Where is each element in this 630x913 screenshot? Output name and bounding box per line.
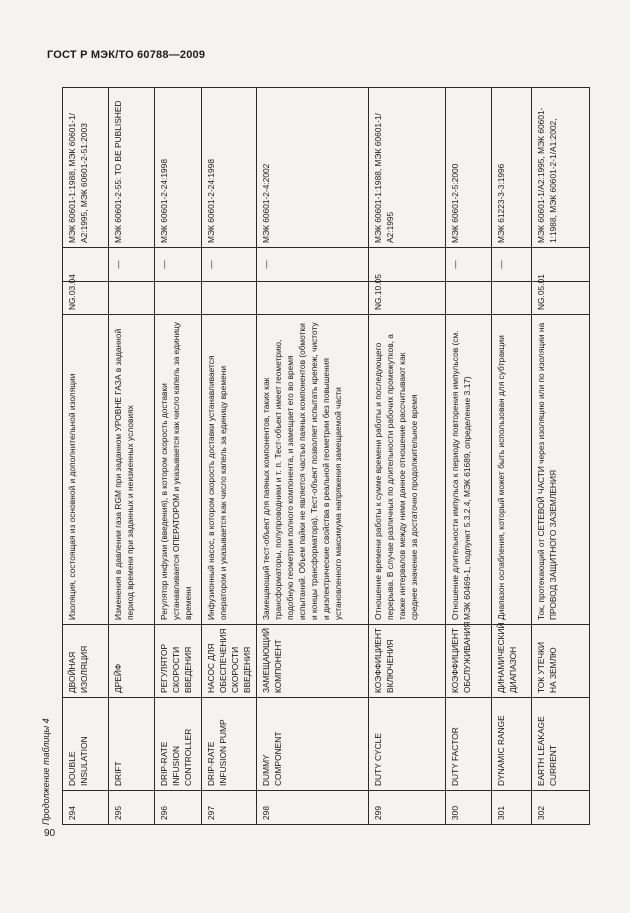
term-english: DOUBLE INSULATION (63, 698, 109, 791)
term-english: DYNAMIC RANGE (492, 698, 532, 791)
table-row (202, 88, 257, 825)
term-english: DRIP-RATE INFUSION CONTROLLER (155, 698, 202, 791)
term-code (492, 282, 532, 315)
table-row (109, 88, 155, 825)
term-number: 301 (492, 791, 532, 825)
term-reference: МЭК 60601-1/А2:1995, МЭК 60601-1:1988, МЭК 60601-2-1/А1:2002, (532, 88, 590, 248)
term-code: NG.03.04 (63, 282, 109, 315)
term-russian: ТОК УТЕЧКИ НА ЗЕМЛЮ (532, 625, 590, 698)
term-definition: Отношение длительности импульса к периоду повторения импульсов (см. МЭК 60469-1, подпункт 5.3.2.4, МЭК 61689, определение 3.17) (446, 315, 492, 625)
term-code (257, 282, 369, 315)
table-row (446, 88, 492, 825)
term-number: 302 (532, 791, 590, 825)
table-row (369, 88, 446, 825)
term-code: NG.05.01 (532, 282, 590, 315)
term-russian: ЗАМЕЩАЮЩИЙ КОМПОНЕНТ (257, 625, 369, 698)
term-reference: МЭК 60601-1:1988, МЭК 60601-1/А2:1995, МЭК 60601-2-51:2003 (63, 88, 109, 248)
term-code (446, 282, 492, 315)
term-russian: ДИНАМИЧЕСКИЙ ДИАПАЗОН (492, 625, 532, 698)
term-dash: — (109, 248, 155, 282)
term-russian: КОЭФФИЦИЕНТ ОБСЛУЖИВАНИЯ (446, 625, 492, 698)
term-russian: ДРЕЙФ (109, 625, 155, 698)
term-code (202, 282, 257, 315)
term-english: DRIFT (109, 698, 155, 791)
term-number: 294 (63, 791, 109, 825)
term-number: 300 (446, 791, 492, 825)
term-dash: — (492, 248, 532, 282)
page-header: ГОСТ Р МЭК/ТО 60788—2009 (47, 49, 206, 61)
term-number: 296 (155, 791, 202, 825)
term-dash: — (446, 248, 492, 282)
term-dash: — (202, 248, 257, 282)
term-reference: МЭК 60601-2-5:2000 (446, 88, 492, 248)
term-definition: Диапазон ослабления, который может быть использован для субтракции (492, 315, 532, 625)
term-reference: МЭК 60601-2-24:1998 (155, 88, 202, 248)
term-russian: РЕГУЛЯТОР СКОРОСТИ ВВЕДЕНИЯ (155, 625, 202, 698)
term-reference: МЭК 60601-2-4:2002 (257, 88, 369, 248)
term-number: 298 (257, 791, 369, 825)
term-russian: КОЭФФИЦИЕНТ ВКЛЮЧЕНИЯ (369, 625, 446, 698)
terms-table (62, 87, 590, 825)
term-english: DUTY CYCLE (369, 698, 446, 791)
term-number: 295 (109, 791, 155, 825)
term-reference: МЭК 60601-2-24:1998 (202, 88, 257, 248)
term-english: DRIP-RATE INFUSION PUMP (202, 698, 257, 791)
term-definition: Отношение времени работы к сумме времени работы и последующего перерыва. В случае различных по длительности рабочих промежутков, а также интервалов между ними данное отношение рассчитывают как среднее значение за достаточно продолжительное время (369, 315, 446, 625)
term-number: 297 (202, 791, 257, 825)
term-definition: Изменения в давлении газа RGM при заданном УРОВНЕ ГАЗА в заданной период времени при заданных и неизменных условиях (109, 315, 155, 625)
term-code: NG.10.05 (369, 282, 446, 315)
term-russian: НАСОС ДЛЯ ОБЕСПЕЧЕНИЯ СКОРОСТИ ВВЕДЕНИЯ (202, 625, 257, 698)
term-reference: МЭК 60601-2-55: TO BE PUBLISHED (109, 88, 155, 248)
term-english: DUTY FACTOR (446, 698, 492, 791)
table-body (63, 88, 590, 825)
term-dash: — (155, 248, 202, 282)
table-row (532, 88, 590, 825)
term-english: DUMMY COMPONENT (257, 698, 369, 791)
table-row (63, 88, 109, 825)
term-definition: Изоляция, состоящая из основной и дополнительной изоляции (63, 315, 109, 625)
term-definition: Ток, протекающий от СЕТЕВОЙ ЧАСТИ через изоляцию или по изоляции на ПРОВОД ЗАЩИТНОГО ЗАЗЕМЛЕНИЯ (532, 315, 590, 625)
term-definition: Замещающий тест-объект для паяных компонентов, таких как трансформаторы, полупроводники и т. п. Тест-объект имеет геометрию, подобную геометрии полного компонента, и замещает его во время испытаний. Объем пайки не является частью паяных компонентов (обмотки и концы трансформатора). Тест-объект позволяет испытать крепеж, чистоту и диэлектрические свойства в реальной геометрии без повышения установленного максимума напряжения замещаемой части (257, 315, 369, 625)
term-number: 299 (369, 791, 446, 825)
term-reference: МЭК 60601-1:1988, МЭК 60601-1/А2:1995 (369, 88, 446, 248)
term-definition: Регулятор инфузии (введения), в котором скорость доставки устанавливается ОПЕРАТОРОМ и указывается как число капель за единицу времени (155, 315, 202, 625)
term-dash: — (257, 248, 369, 282)
rotated-table-container (62, 88, 581, 825)
table-row (257, 88, 369, 825)
term-definition: Инфузионный насос, в котором скорость доставки устанавливается оператором и указывается как число капель за единицу времени (202, 315, 257, 625)
term-reference: МЭК 61223-3-3:1996 (492, 88, 532, 248)
table-caption: Продолжение таблицы 4 (41, 718, 51, 825)
term-code (109, 282, 155, 315)
table-row (155, 88, 202, 825)
page-number: 90 (44, 828, 56, 839)
term-english: EARTH LEAKAGE CURRENT (532, 698, 590, 791)
table-row (492, 88, 532, 825)
term-code (155, 282, 202, 315)
term-russian: ДВОЙНАЯ ИЗОЛЯЦИЯ (63, 625, 109, 698)
